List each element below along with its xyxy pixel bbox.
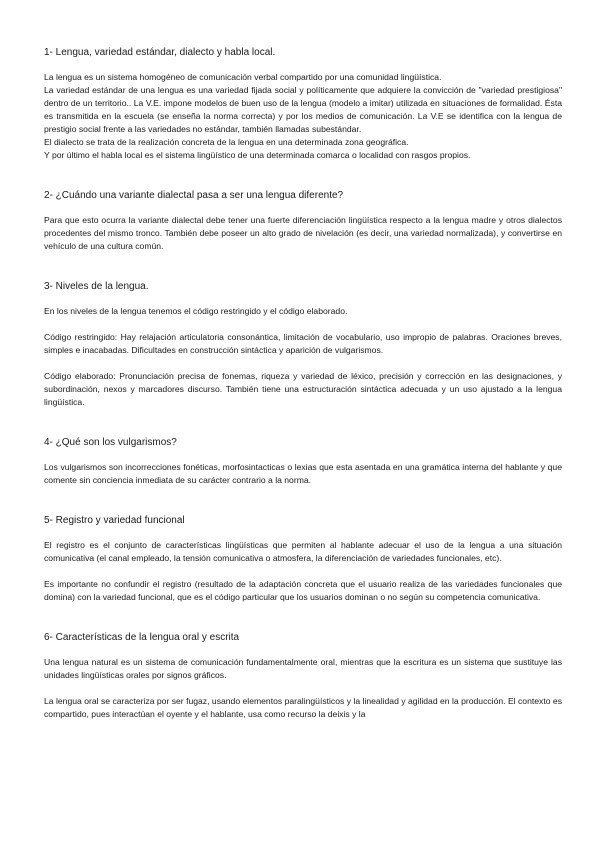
section-4-heading: 4- ¿Qué son los vulgarismos? [44, 437, 177, 448]
paragraph: Es importante no confundir el registro (resultado de la adaptación concreta que el usuario realiza de las variedades funcionales que domina) con la variedad funcional, que es el código particular que los usuarios dominan o no según su competencia comunicativa. [44, 579, 562, 602]
paragraph: Los vulgarismos son incorrecciones fonéticas, morfosintacticas o lexias que esta asentada en una gramática interna del hablante y que comente sin conciencia inmediata de su carácter contrario a la norma. [44, 462, 562, 485]
paragraph: Código elaborado: Pronunciación precisa de fonemas, riqueza y variedad de léxico, precisión y corrección en las designaciones, y subordinación, nexos y marcadores discurso. También tiene una estructuración sintáctica adecuada y un uso ajustado a la lengua lingüística. [44, 371, 562, 407]
section-3-heading: 3- Niveles de la lengua. [44, 281, 149, 292]
paragraph: El registro es el conjunto de características lingüísticas que permiten al hablante adecuar el uso de la lengua a una situación comunicativa (el canal empleado, la tensión comunicativa o atmosfera, la diferenciación de variedades funcionales, etc). [44, 540, 562, 563]
paragraph: La lengua es un sistema homogéneo de comunicación verbal compartido por una comunidad lingüística. [44, 72, 442, 82]
paragraph: En los niveles de la lengua tenemos el código restringido y el código elaborado. [44, 306, 348, 316]
paragraph: Código restringido: Hay relajación articulatoria consonántica, limitación de vocabulario, uso impropio de palabras. Oraciones breves, simples e inacabadas. Dificultades en construcción sintáctica y aparición de vulgarismos. [44, 332, 562, 355]
section-2-heading: 2- ¿Cuándo una variante dialectal pasa a ser una lengua diferente? [44, 190, 344, 201]
paragraph: Una lengua natural es un sistema de comunicación fundamentalmente oral, mientras que la escritura es un sistema que sustituye las unidades lingüísticas orales por signos gráficos. [44, 657, 562, 680]
paragraph: La lengua oral se caracteriza por ser fugaz, usando elementos paralingüísticos y la linealidad y agilidad en la producción. El contexto es compartido, pues interactúan el oyente y el hablante, usa como recurso la deixis y la [44, 696, 562, 719]
section-5-heading: 5- Registro y variedad funcional [44, 515, 185, 526]
document-page [44, 46, 562, 721]
section-1-heading: 1- Lengua, variedad estándar, dialecto y habla local. [44, 47, 276, 58]
paragraph: La variedad estándar de una lengua es una variedad fijada social y políticamente que adquiere la convicción de "variedad prestigiosa" dentro de un territorio.. La V.E. impone modelos de buen uso de la lengua (modelo a imitar) utilizada en situaciones de formalidad. Ésta es transmitida en la escuela (se enseña la norma correcta) y por los medios de comunicación. La V.E se identifica con la lengua de prestigio social frente a las variedades no estándar, también llamadas subestándar. [44, 85, 562, 134]
section-6-heading: 6- Características de la lengua oral y escrita [44, 632, 240, 643]
paragraph: Y por último el habla local es el sistema lingüístico de una determinada comarca o localidad con rasgos propios. [44, 150, 471, 160]
paragraph: Para que esto ocurra la variante dialectal debe tener una fuerte diferenciación lingüística respecto a la lengua madre y otros dialectos procedentes del mismo tronco. También debe poseer un alto grado de nivelación (es decir, una variedad normalizada), y convertirse en vehículo de una cultura común. [44, 215, 562, 251]
paragraph: El dialecto se trata de la realización concreta de la lengua en una determinada zona geográfica. [44, 137, 409, 147]
section-1-body [44, 71, 562, 162]
